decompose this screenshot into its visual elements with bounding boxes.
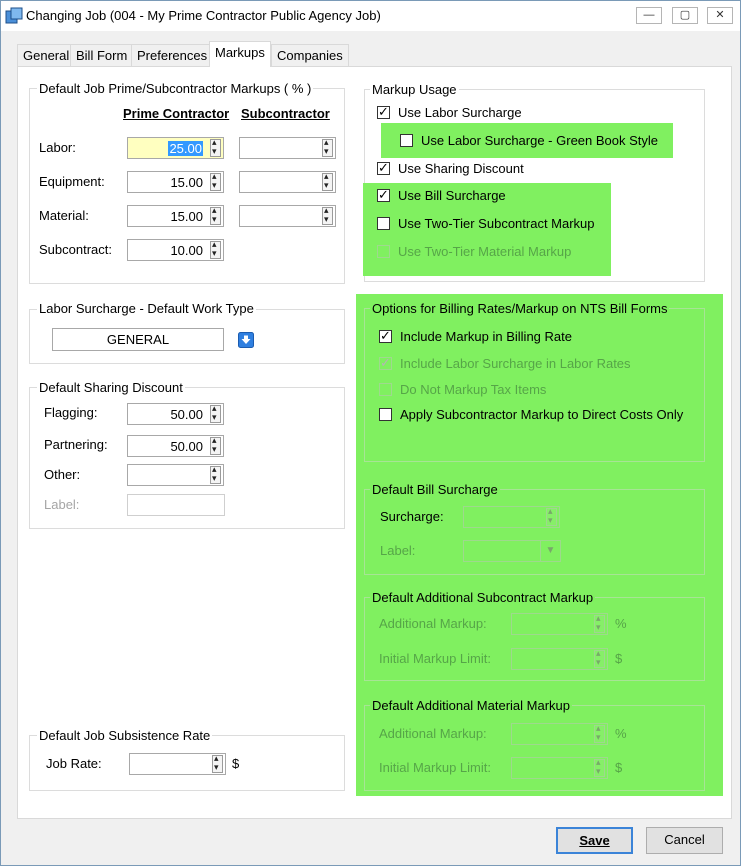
- labor-surcharge-group-title: Labor Surcharge - Default Work Type: [39, 301, 254, 316]
- job-rate-unit: $: [232, 756, 240, 771]
- subcontract-prime-value: 10.00: [170, 243, 203, 258]
- material-label: Material:: [39, 208, 89, 223]
- arrow-down-icon[interactable]: [238, 332, 254, 348]
- spinner-arrows[interactable]: [210, 405, 221, 423]
- tab-bill-form[interactable]: Bill Form: [70, 44, 133, 66]
- markups-group-title: Default Job Prime/Subcontractor Markups ( % ): [39, 81, 312, 96]
- two-tier-sub-checkbox[interactable]: [377, 217, 390, 230]
- add-mat-limit-label: Initial Markup Limit:: [379, 760, 491, 775]
- add-sub-limit-input[interactable]: [511, 648, 608, 670]
- material-prime-input[interactable]: [127, 205, 224, 227]
- add-mat-markup-label: Additional Markup:: [379, 726, 487, 741]
- spinner-arrows[interactable]: [322, 139, 333, 157]
- no-markup-tax-label: Do Not Markup Tax Items: [400, 382, 547, 397]
- include-labor-surcharge-checkbox: [379, 357, 392, 370]
- use-bill-surcharge-label[interactable]: Use Bill Surcharge: [398, 188, 506, 203]
- subcontractor-header: Subcontractor: [241, 106, 330, 121]
- add-sub-markup-group-title: Default Additional Subcontract Markup: [372, 590, 594, 605]
- prime-contractor-header: Prime Contractor: [123, 106, 230, 121]
- subcontract-prime-input[interactable]: [127, 239, 224, 261]
- spinner-arrows[interactable]: [322, 173, 333, 191]
- use-labor-surcharge-label[interactable]: Use Labor Surcharge: [398, 105, 522, 120]
- include-markup-checkbox[interactable]: [379, 330, 392, 343]
- include-labor-surcharge-label: Include Labor Surcharge in Labor Rates: [400, 356, 631, 371]
- bill-surcharge-group-title: Default Bill Surcharge: [372, 482, 498, 497]
- add-mat-limit-input[interactable]: [511, 757, 608, 779]
- add-sub-markup-unit: %: [615, 616, 627, 631]
- partnering-label: Partnering:: [44, 437, 108, 452]
- apply-sub-markup-checkbox[interactable]: [379, 408, 392, 421]
- use-sharing-discount-label[interactable]: Use Sharing Discount: [398, 161, 524, 176]
- material-sub-input[interactable]: [239, 205, 336, 227]
- other-input[interactable]: [127, 464, 224, 486]
- no-markup-tax-checkbox: [379, 383, 392, 396]
- flagging-label: Flagging:: [44, 405, 98, 420]
- billing-options-group-title: Options for Billing Rates/Markup on NTS Bill Forms: [372, 301, 668, 316]
- work-type-field[interactable]: GENERAL: [52, 328, 224, 351]
- minimize-button[interactable]: —: [636, 7, 662, 24]
- add-mat-markup-group-title: Default Additional Material Markup: [372, 698, 570, 713]
- close-button[interactable]: ✕: [707, 7, 733, 24]
- bill-label-dropdown[interactable]: [463, 540, 561, 562]
- subsistence-group-title: Default Job Subsistence Rate: [39, 728, 211, 743]
- spinner-arrows[interactable]: [210, 437, 221, 455]
- labor-prime-input[interactable]: [127, 137, 224, 159]
- spinner-arrows[interactable]: [212, 755, 223, 773]
- two-tier-sub-label[interactable]: Use Two-Tier Subcontract Markup: [398, 216, 595, 231]
- partnering-input[interactable]: [127, 435, 224, 457]
- green-book-label[interactable]: Use Labor Surcharge - Green Book Style: [421, 133, 659, 148]
- surcharge-label: Surcharge:: [380, 509, 444, 524]
- bill-surcharge-group: [364, 489, 705, 575]
- sharing-label-input[interactable]: [127, 494, 225, 516]
- add-sub-markup-input[interactable]: [511, 613, 608, 635]
- add-mat-markup-input[interactable]: [511, 723, 608, 745]
- app-icon: [5, 7, 23, 24]
- flagging-input[interactable]: [127, 403, 224, 425]
- markup-usage-group-title: Markup Usage: [372, 82, 457, 97]
- spinner-arrows[interactable]: [546, 508, 557, 526]
- add-mat-limit-unit: $: [615, 760, 623, 775]
- flagging-value: 50.00: [170, 407, 203, 422]
- cancel-button[interactable]: Cancel: [646, 827, 723, 854]
- window-title: Changing Job (004 - My Prime Contractor Public Agency Job): [26, 8, 381, 23]
- spinner-arrows[interactable]: [594, 650, 605, 668]
- add-sub-limit-unit: $: [615, 651, 623, 666]
- sharing-label-label: Label:: [44, 497, 80, 512]
- maximize-button[interactable]: ▢: [672, 7, 698, 24]
- chevron-down-icon[interactable]: ▼: [540, 541, 560, 561]
- use-sharing-discount-checkbox[interactable]: [377, 162, 390, 175]
- use-labor-surcharge-checkbox[interactable]: [377, 106, 390, 119]
- tab-companies[interactable]: Companies: [271, 44, 349, 66]
- other-label: Other:: [44, 467, 81, 482]
- spinner-arrows[interactable]: [210, 241, 221, 259]
- labor-sub-input[interactable]: [239, 137, 336, 159]
- job-rate-input[interactable]: [129, 753, 226, 775]
- surcharge-input[interactable]: [463, 506, 560, 528]
- two-tier-mat-checkbox: [377, 245, 390, 258]
- spinner-arrows[interactable]: [210, 139, 221, 157]
- save-button[interactable]: Save: [556, 827, 633, 854]
- use-bill-surcharge-checkbox[interactable]: [377, 189, 390, 202]
- subcontract-label: Subcontract:: [39, 242, 112, 257]
- spinner-arrows[interactable]: [210, 466, 221, 484]
- equipment-sub-input[interactable]: [239, 171, 336, 193]
- equipment-prime-value: 15.00: [170, 175, 203, 190]
- bill-label-label: Label:: [380, 543, 416, 558]
- include-markup-label[interactable]: Include Markup in Billing Rate: [400, 329, 572, 344]
- green-book-checkbox[interactable]: [400, 134, 413, 147]
- tab-markups[interactable]: Markups: [209, 41, 271, 67]
- labor-label: Labor:: [39, 140, 76, 155]
- spinner-arrows[interactable]: [594, 725, 605, 743]
- spinner-arrows[interactable]: [322, 207, 333, 225]
- spinner-arrows[interactable]: [210, 173, 221, 191]
- spinner-arrows[interactable]: [594, 759, 605, 777]
- add-sub-limit-label: Initial Markup Limit:: [379, 651, 491, 666]
- partnering-value: 50.00: [170, 439, 203, 454]
- spinner-arrows[interactable]: [210, 207, 221, 225]
- add-mat-markup-unit: %: [615, 726, 627, 741]
- job-rate-label: Job Rate:: [46, 756, 102, 771]
- equipment-label: Equipment:: [39, 174, 105, 189]
- apply-sub-markup-label[interactable]: Apply Subcontractor Markup to Direct Costs Only: [400, 407, 684, 422]
- tab-preferences[interactable]: Preferences: [131, 44, 213, 66]
- add-sub-markup-label: Additional Markup:: [379, 616, 487, 631]
- material-prime-value: 15.00: [170, 209, 203, 224]
- two-tier-mat-label: Use Two-Tier Material Markup: [398, 244, 572, 259]
- title-bar[interactable]: [1, 1, 740, 31]
- labor-prime-value: 25.00: [169, 141, 202, 156]
- spinner-arrows[interactable]: [594, 615, 605, 633]
- sharing-discount-group-title: Default Sharing Discount: [39, 380, 183, 395]
- tab-general[interactable]: General: [17, 44, 75, 66]
- equipment-prime-input[interactable]: [127, 171, 224, 193]
